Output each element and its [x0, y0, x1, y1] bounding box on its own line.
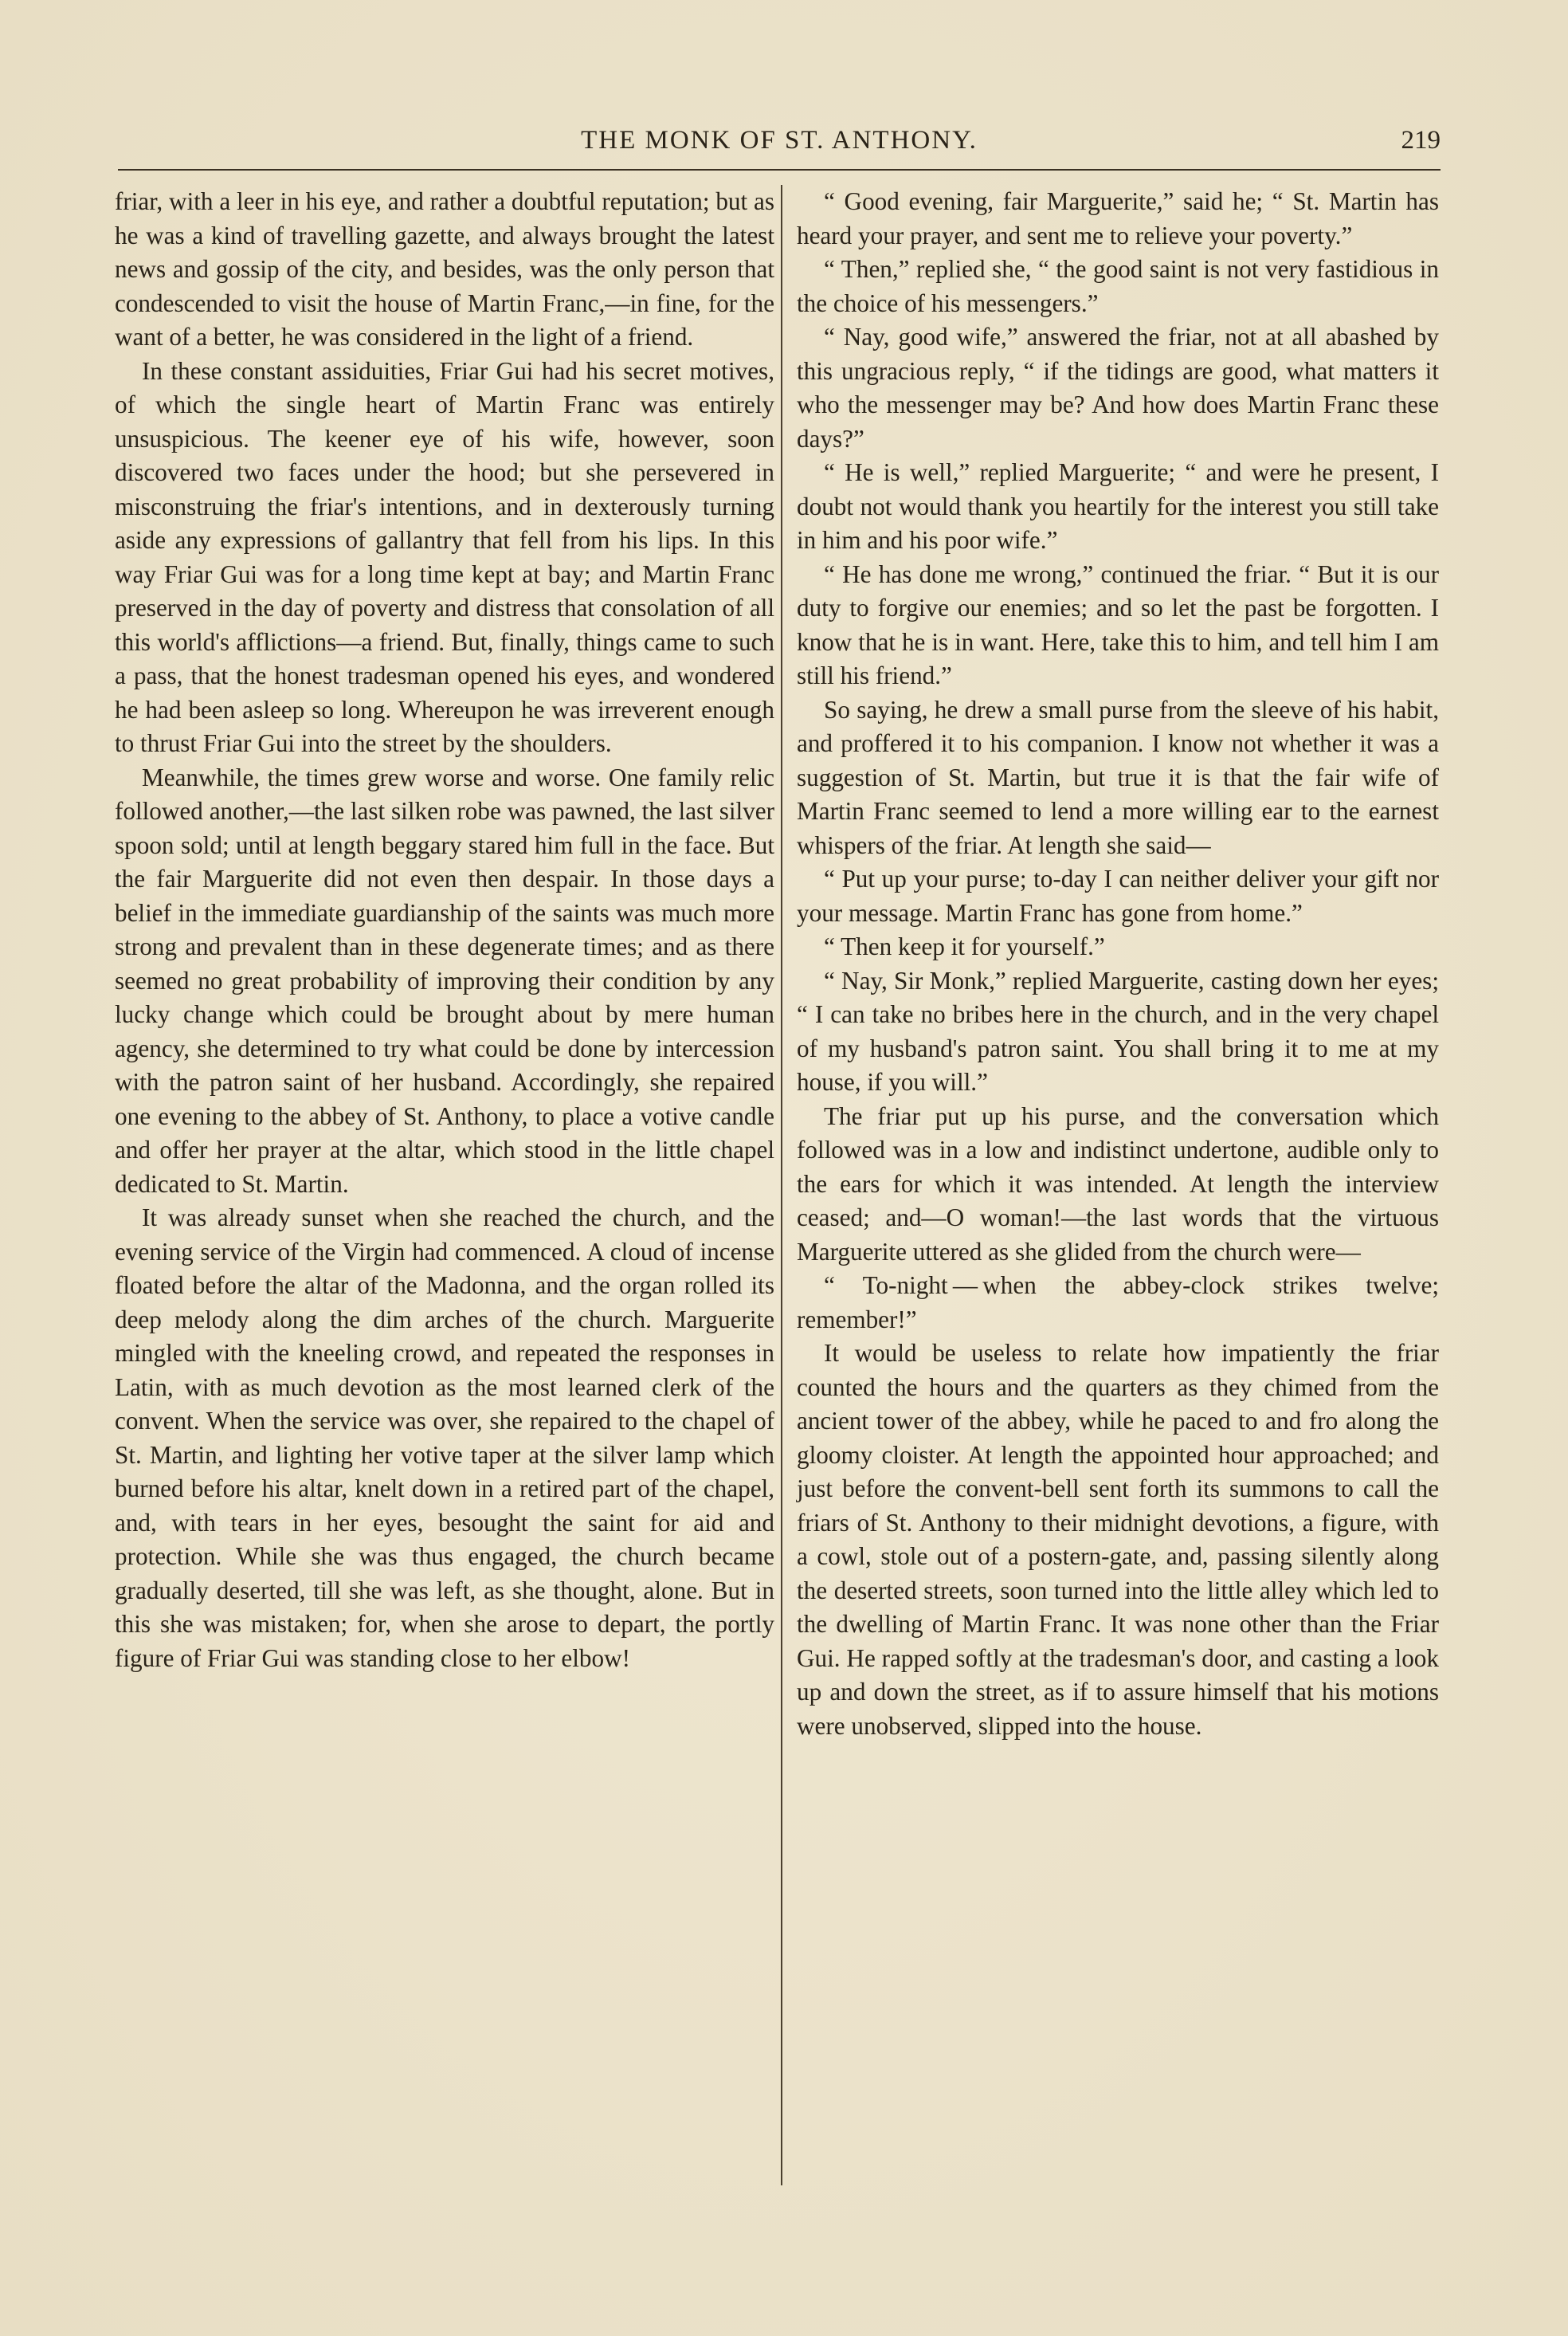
paragraph: “ Then,” replied she, “ the good saint is not very fastidious in the choice of his messengers.” [797, 255, 1439, 317]
paragraph: friar, with a leer in his eye, and rather a doubtful reputation; but as he was a kind of travelling gazette, and always brought the latest news and gossip of the city, and besides, was the only person that condescended to visit the house of Martin Franc,—in fine, for the want of a better, he was considered in the light of a friend. [115, 187, 774, 351]
paragraph: “ Nay, Sir Monk,” replied Marguerite, casting down her eyes; “ I can take no bribes here in the church, and in the very chapel of my husband's patron saint. You shall bring it to me at my house, if you will.” [797, 966, 1439, 1096]
header-rule [118, 169, 1441, 171]
page-number: 219 [1401, 126, 1441, 155]
paragraph: “ He is well,” replied Marguerite; “ and were he present, I doubt not would thank you heartily for the interest you still take in him and his poor wife.” [797, 458, 1439, 554]
paragraph: So saying, he drew a small purse from the sleeve of his habit, and proffered it to his companion. I know not whether it was a suggestion of St. Martin, but true it is that the fair wife of Martin Franc seemed to lend a more willing ear to the earnest whispers of the friar. At length she said— [797, 695, 1439, 859]
running-title: THE MONK OF ST. ANTHONY. [581, 126, 978, 155]
right-column [797, 185, 1439, 1743]
paragraph: The friar put up his purse, and the conversation which followed was in a low and indistinct undertone, audible only to the ears for which it was intended. At length the interview ceased; and—O woman!—the last words that the virtuous Marguerite uttered as she glided from the church were— [797, 1101, 1439, 1266]
paragraph: “ Good evening, fair Marguerite,” said he; “ St. Martin has heard your prayer, and sent me to relieve your poverty.” [797, 187, 1439, 249]
column-divider [781, 185, 782, 2185]
paragraph: “ Then keep it for yourself.” [824, 932, 1105, 960]
paragraph: “ Put up your purse; to-day I can neither deliver your gift nor your message. Martin Franc has gone from home.” [797, 865, 1439, 927]
left-column [115, 185, 774, 1675]
paragraph: Meanwhile, the times grew worse and worse. One family relic followed another,—the last silken robe was pawned, the last silver spoon sold; until at length beggary stared him full in the face. But the fair Marguerite did not even then despair. In those days a belief in the immediate guardianship of the saints was much more strong and prevalent than in these degenerate times; and as there seemed no great probability of improving their condition by any lucky change which could be brought about by mere human agency, she determined to try what could be done by intercession with the patron saint of her husband. Accordingly, she repaired one evening to the abbey of St. Anthony, to place a votive candle and offer her prayer at the altar, which stood in the little chapel dedicated to St. Martin. [115, 763, 774, 1198]
paragraph: In these constant assiduities, Friar Gui had his secret motives, of which the single heart of Martin Franc was entirely unsuspicious. The keener eye of his wife, however, soon discovered two faces under the hood; but she persevered in misconstruing the friar's intentions, and in dexterously turning aside any expressions of gallantry that fell from his lips. In this way Friar Gui was for a long time kept at bay; and Martin Franc preserved in the day of poverty and distress that consolation of all this world's afflictions—a friend. But, finally, things came to such a pass, that the honest tradesman opened his eyes, and wondered he had been asleep so long. Whereupon he was irreverent enough to thrust Friar Gui into the street by the shoulders. [115, 356, 774, 757]
page-header [118, 126, 1441, 166]
paragraph: It was already sunset when she reached the church, and the evening service of the Virgin had commenced. A cloud of incense floated before the altar of the Madonna, and the organ rolled its deep melody along the dim arches of the church. Marguerite mingled with the kneeling crowd, and repeated the responses in Latin, with as much devotion as the most learned clerk of the convent. When the service was over, she repaired to the chapel of St. Martin, and lighting her votive taper at the silver lamp which burned before his altar, knelt down in a retired part of the chapel, and, with tears in her eyes, besought the saint for aid and protection. While she was thus engaged, the church became gradually deserted, till she was left, as she thought, alone. But in this she was mistaken; for, when she arose to depart, the portly figure of Friar Gui was standing close to her elbow! [115, 1203, 774, 1672]
paragraph: “ He has done me wrong,” continued the friar. “ But it is our duty to forgive our enemies; and so let the past be forgotten. I know that he is in want. Here, take this to him, and tell him I am still his friend.” [797, 559, 1439, 689]
paragraph: “ To-night — when the abbey-clock strikes twelve; remember!” [797, 1271, 1439, 1333]
paragraph: It would be useless to relate how impatiently the friar counted the hours and the quarters as they chimed from the ancient tower of the abbey, while he paced to and fro along the gloomy cloister. At length the appointed hour approached; and just before the convent-bell sent forth its summons to call the friars of St. Anthony to their midnight devotions, a figure, with a cowl, stole out of a postern-gate, and, passing silently along the deserted streets, soon turned into the little alley which led to the dwelling of Martin Franc. It was none other than the Friar Gui. He rapped softly at the tradesman's door, and casting a look up and down the street, as if to assure himself that his motions were unobserved, slipped into the house. [797, 1339, 1439, 1740]
paragraph: “ Nay, good wife,” answered the friar, not at all abashed by this ungracious reply, “ if the tidings are good, what matters it who the messenger may be? And how does Martin Franc these days?” [797, 323, 1439, 453]
